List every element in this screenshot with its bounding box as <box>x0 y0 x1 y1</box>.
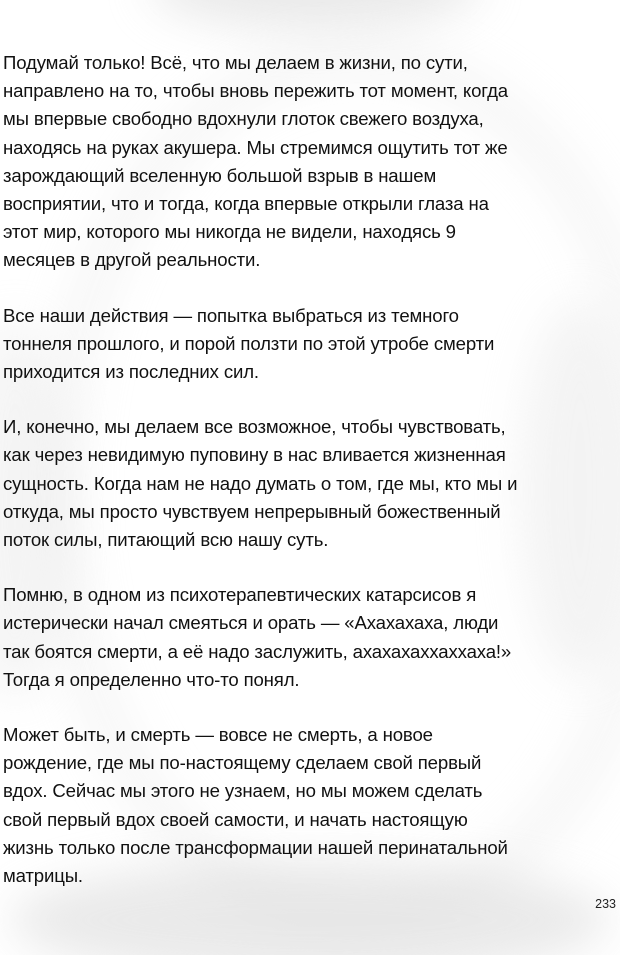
paragraph-1: Подумай только! Всё, что мы делаем в жизни, по сути, направлено на то, чтобы вновь пережить тот момент, когда мы впервые свободно вдохнули глоток свежего воздуха, находясь на руках акушера. Мы стремимся ощутить тот же зарождающий вселенную большой взрыв в нашем восприятии, что и тогда, когда впервые открыли глаза на этот мир, которого мы никогда не видели, находясь 9 месяцев в другой реальности. <box>3 52 508 271</box>
paragraph-2: Все наши действия — попытка выбраться из темного тоннеля прошлого, и порой ползти по этой утробе смерти приходится из последних сил. <box>3 304 495 383</box>
background-shape <box>150 0 480 30</box>
paragraph-4: Помню, в одном из психотерапевтических катарсисов я истерически начал смеяться и орать — «Ахахахаха, люди так боятся смерти, а её надо заслужить, ахахахаххаххаха!» Тогда я определенно что-то понял. <box>3 584 512 690</box>
paragraph-3: И, конечно, мы делаем все возможное, чтобы чувствовать, как через невидимую пуповину в нас вливается жизненная сущность. Когда нам не надо думать о том, где мы, кто мы и откуда, мы просто чувствуем непрерывный божественный поток силы, питающий всю нашу суть. <box>3 416 518 551</box>
page-number: 233 <box>595 897 616 911</box>
paragraph-5: Может быть, и смерть — вовсе не смерть, а новое рождение, где мы по-настоящему сделаем свой первый вдох. Сейчас мы этого не узнаем, но мы можем сделать свой первый вдох своей самости, и начать настоящую жизнь только после трансформации нашей перинатальной матрицы. <box>3 724 508 887</box>
page-body-text <box>3 49 615 917</box>
